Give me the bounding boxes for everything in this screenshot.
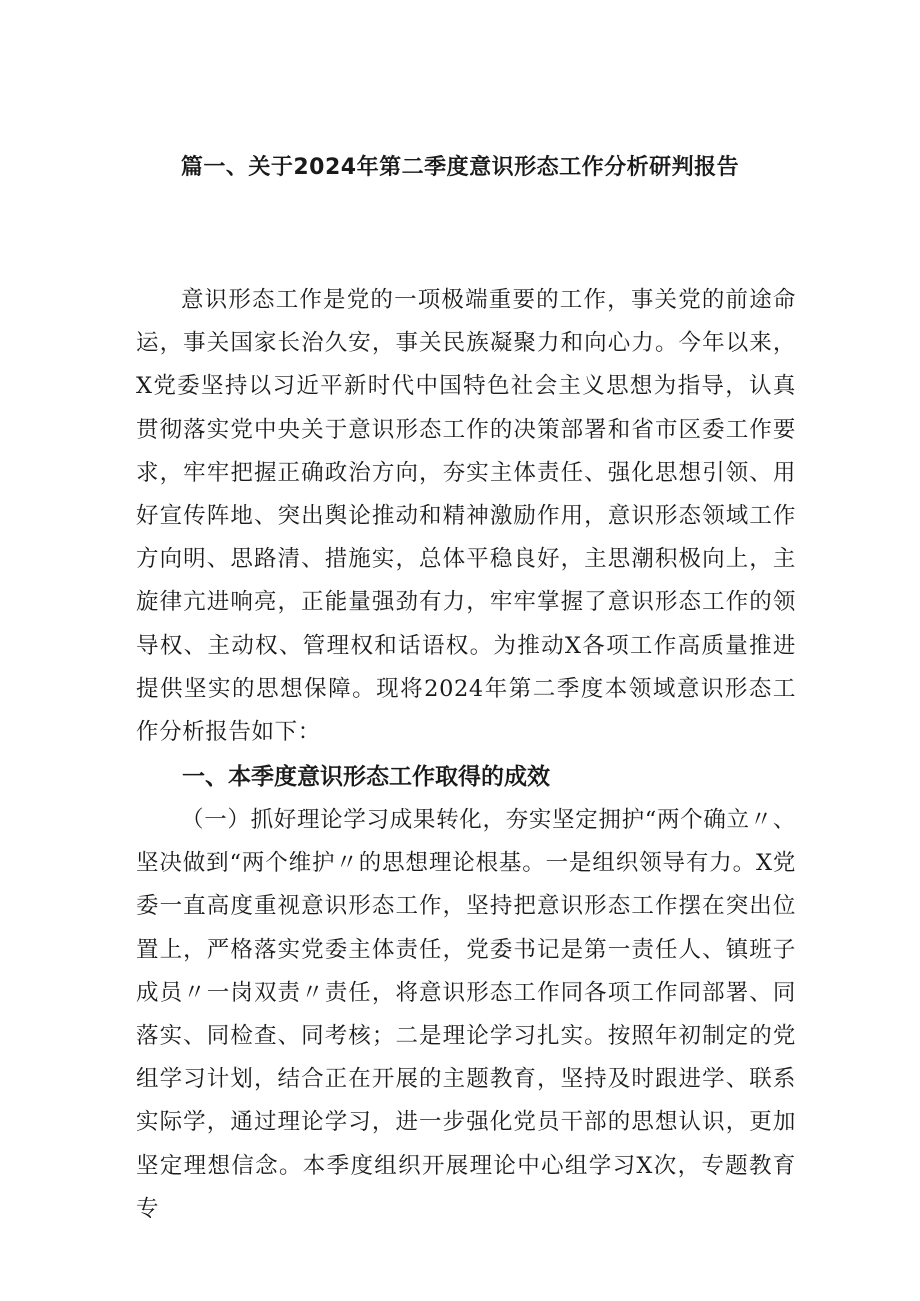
document-title: 篇一、关于2024年第二季度意识形态工作分析研判报告 <box>180 155 740 180</box>
section-paragraph: （一）抓好理论学习成果转化，夯实坚定拥护“两个确立〃、坚决做到“两个维护〃的思想理论根基。一是组织领导有力。X党委一直高度重视意识形态工作，坚持把意识形态工作摆在突出位置上，严格落实党委主体责任，党委书记是第一责任人、镇班子成员〃一岗双责〃责任，将意识形态工作同各项工作同部署、同落实、同检查、同考核；二是理论学习扎实。按照年初制定的党组学习计划，结合正在开展的主题教育，坚持及时跟进学、联系实际学，通过理论学习，进一步强化党员干部的思想认识，更加坚定理想信念。本季度组织开展理论中心组学习X次，专题教育专 <box>136 807 796 1222</box>
section-heading: 一、本季度意识形态工作取得的成效 <box>182 764 550 790</box>
intro-paragraph: 意识形态工作是党的一项极端重要的工作，事关党的前途命运，事关国家长治久安，事关民族凝聚力和向心力。今年以来，X党委坚持以习近平新时代中国特色社会主义思想为指导，认真贯彻落实党中央关于意识形态工作的决策部署和省市区委工作要求，牢牢把握正确政治方向，夯实主体责任、强化思想引领、用好宣传阵地、突出舆论推动和精神激励作用，意识形态领域工作方向明、思路清、措施实，总体平稳良好，主思潮积极向上，主旋律亢进响亮，正能量强劲有力，牢牢掌握了意识形态工作的领导权、主动权、管理权和话语权。为推动X各项工作高质量推进提供坚实的思想保障。现将2024年第二季度本领域意识形态工作分析报告如下： <box>136 287 796 746</box>
